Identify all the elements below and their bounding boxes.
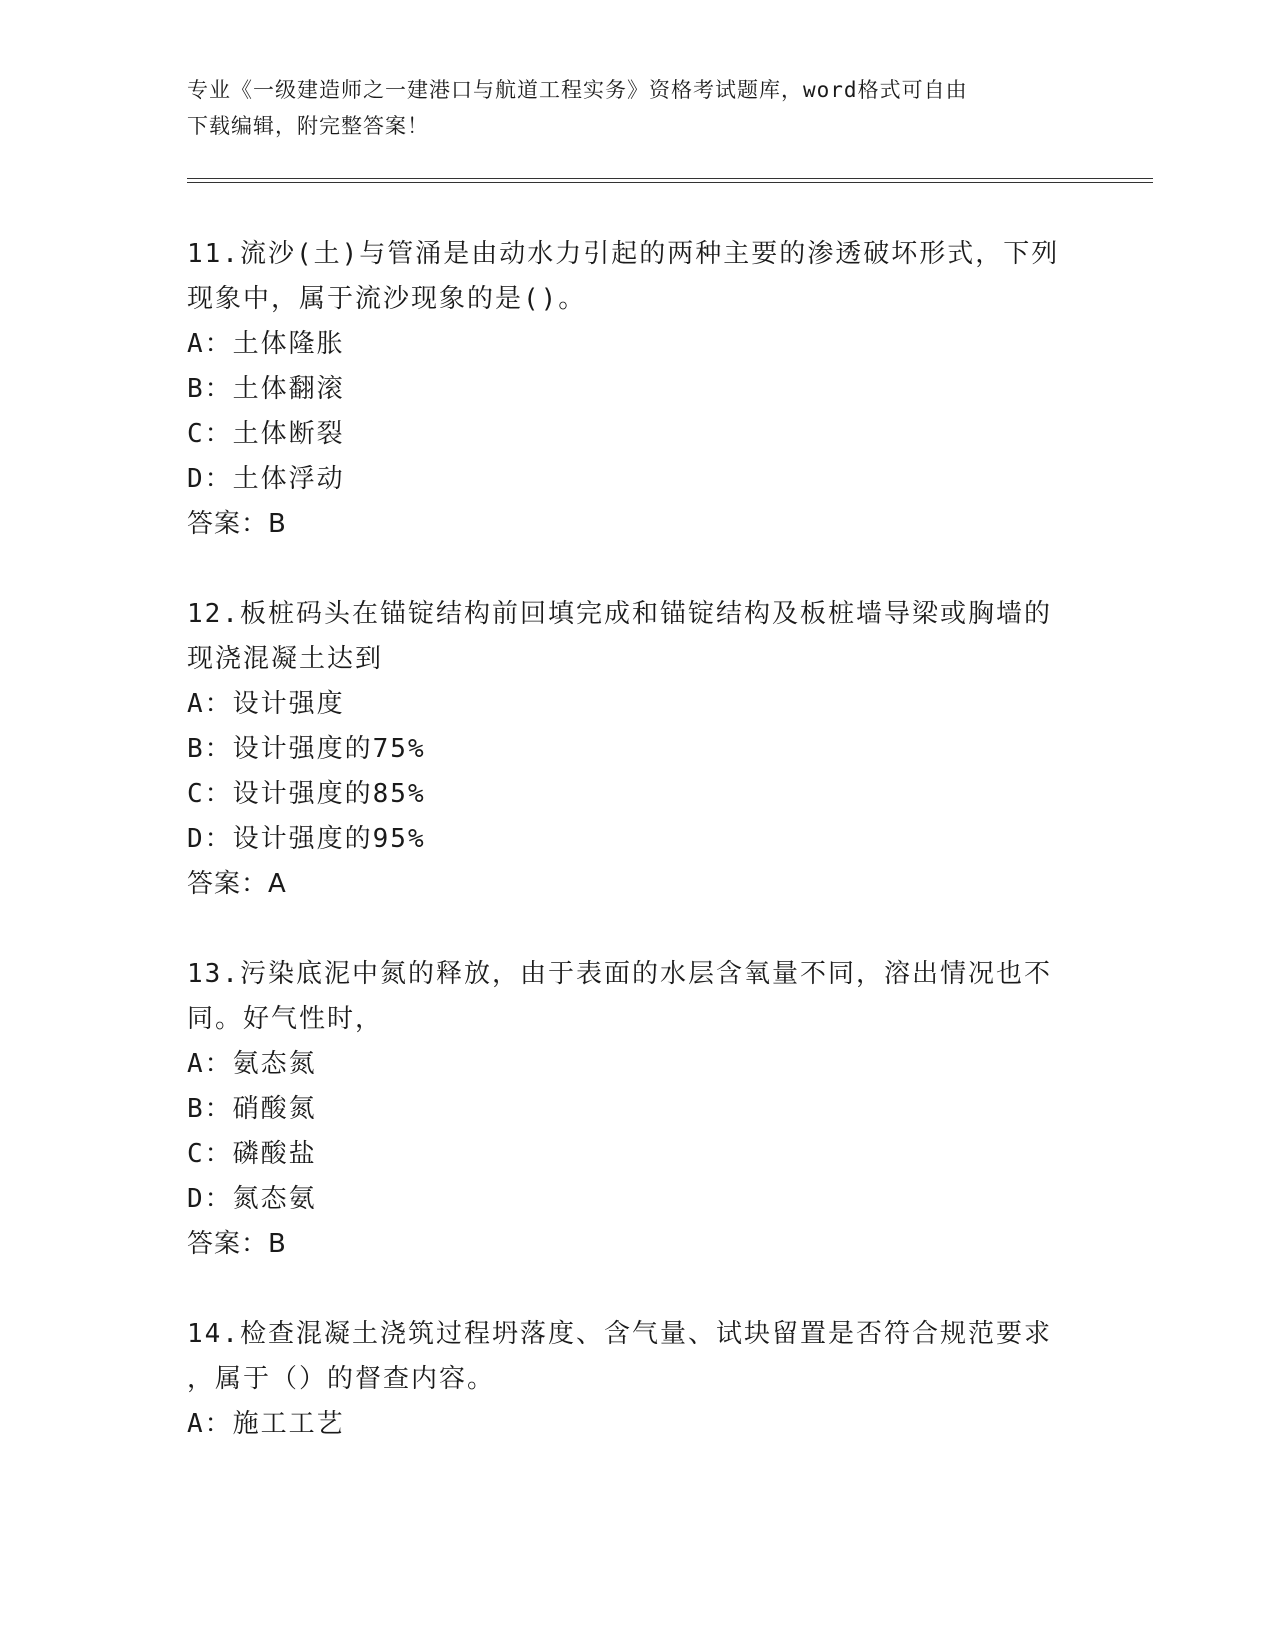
header-line-1: 专业《一级建造师之一建港口与航道工程实务》资格考试题库，word格式可自由	[187, 78, 968, 102]
answer-label: 答案：A	[187, 869, 287, 899]
question-stem-line-1: 12.板桩码头在锚锭结构前回填完成和锚锭结构及板桩墙导梁或胸墙的	[187, 599, 1052, 629]
answer-label: 答案：B	[187, 1229, 287, 1259]
option-a: A：设计强度	[187, 689, 345, 719]
option-b: B：土体翻滚	[187, 374, 345, 404]
option-d: D：土体浮动	[187, 464, 345, 494]
option-c: C：设计强度的85%	[187, 779, 426, 809]
option-b: B：硝酸氮	[187, 1094, 317, 1124]
question-stem-line-1: 14.检查混凝土浇筑过程坍落度、含气量、试块留置是否符合规范要求	[187, 1319, 1052, 1349]
question-stem-line-2: 现象中，属于流沙现象的是()。	[187, 284, 587, 314]
question-13	[187, 952, 1087, 1267]
question-stem-line-1: 13.污染底泥中氮的释放，由于表面的水层含氧量不同，溶出情况也不	[187, 959, 1052, 989]
question-stem-line-2: 同。好气性时，	[187, 1004, 384, 1034]
header-divider	[187, 178, 1153, 183]
question-stem-line-2: 现浇混凝土达到	[187, 644, 384, 674]
question-14	[187, 1312, 1087, 1447]
option-d: D：氮态氨	[187, 1184, 317, 1214]
question-list	[187, 232, 1087, 1492]
question-12	[187, 592, 1087, 907]
question-11	[187, 232, 1087, 547]
question-stem-line-1: 11.流沙(土)与管涌是由动水力引起的两种主要的渗透破坏形式，下列	[187, 239, 1060, 269]
option-c: C：土体断裂	[187, 419, 345, 449]
option-c: C：磷酸盐	[187, 1139, 317, 1169]
option-a: A：氨态氮	[187, 1049, 317, 1079]
option-d: D：设计强度的95%	[187, 824, 426, 854]
question-stem-line-2: ，属于（）的督查内容。	[187, 1364, 496, 1394]
option-a: A：施工工艺	[187, 1409, 345, 1439]
document-header	[187, 72, 1067, 144]
option-a: A：土体隆胀	[187, 329, 345, 359]
option-b: B：设计强度的75%	[187, 734, 426, 764]
header-line-2: 下载编辑，附完整答案！	[187, 114, 429, 138]
answer-label: 答案：B	[187, 509, 287, 539]
